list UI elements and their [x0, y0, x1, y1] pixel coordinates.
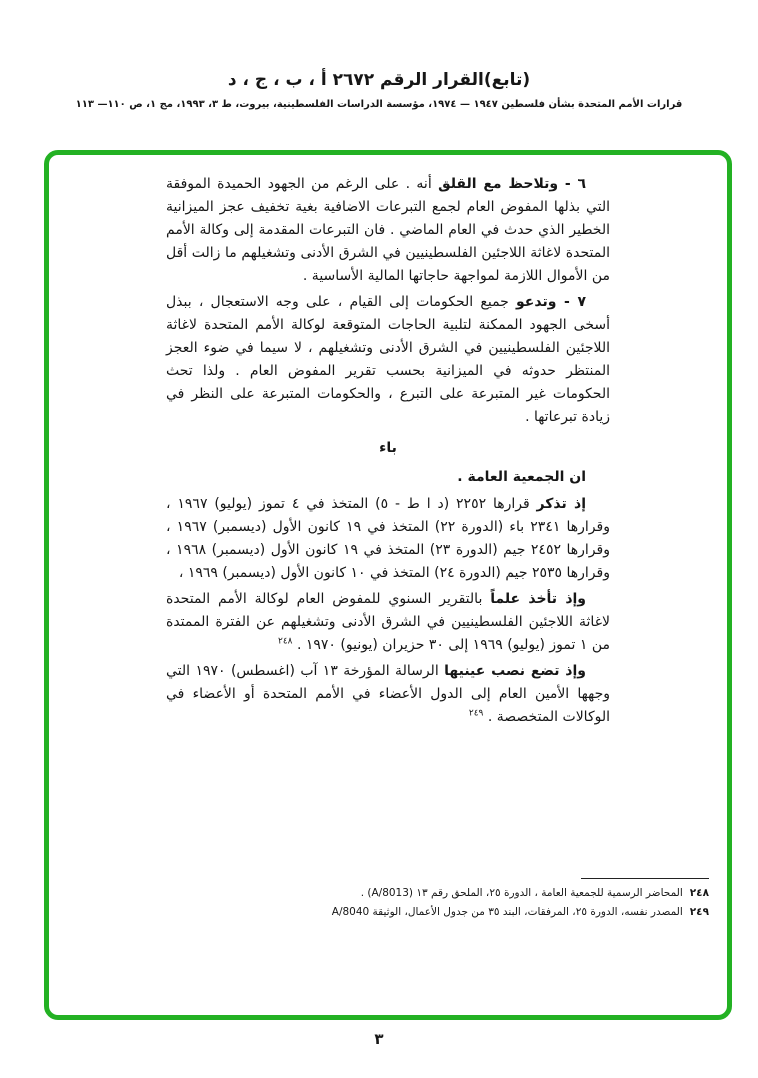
footnote-text: المصدر نفسه، الدورة ٢٥، المرفقات، البند ٣٥ من جدول الأعمال، الوثيقة A/8040 [331, 906, 683, 918]
paragraph-7 [166, 291, 610, 429]
content-frame [44, 150, 732, 1020]
footnotes-section [104, 878, 709, 923]
paragraph-7-lead: ٧ - وتدعو [516, 294, 586, 310]
footnote-249 [104, 904, 709, 921]
preamble-bearing-lead: وإذ تضع نصب عينيها [444, 663, 586, 679]
section-heading: باء [379, 440, 397, 456]
paragraph-6-body: أنه . على الرغم من الجهود الحميدة الموفقة التي بذلها المفوض العام لجمع التبرعات الاضافية بغية تخفيف عجز الميزانية الخطير الذي حدث في العام الماضي . فان التبرعات المقدمة إلى وكالة الأمم المتحدة لاغاثة اللاجئين الفلسطينيين في الشرق الأدنى وتشغيلهم ما زالت أقل من الأموال اللازمة لمواجهة حاجاتها المالية الأساسية . [166, 176, 610, 284]
footnote-248 [104, 885, 709, 902]
paragraph-6-lead: ٦ - وتلاحظ مع القلق [438, 176, 586, 192]
footnote-divider [581, 878, 709, 879]
document-source-line: قرارات الأمم المتحدة بشأن فلسطين ١٩٤٧ — ١٩٧٤، مؤسسة الدراسات الفلسطينية، بيروت، ط ٣، ١٩٩٣، مج ١، ص ١١٠— ١١٣ [75, 99, 683, 110]
footnote-number: ٢٤٨ [689, 887, 709, 899]
preamble-intro: ان الجمعية العامة . [457, 469, 586, 485]
footnote-text: المحاضر الرسمية للجمعية العامة ، الدورة ٢٥، الملحق رقم ١٣ (A/8013) . [360, 887, 683, 899]
preamble-noting-lead: وإذ تأخذ علماً [490, 591, 587, 607]
preamble-recalling-body: قرارها ٢٢٥٢ (د ا ط - ٥) المتخذ في ٤ تموز (يوليو) ١٩٦٧ ، وقرارها ٢٣٤١ باء (الدورة ٢٢) المتخذ في ١٩ كانون الأول (ديسمبر) ١٩٦٧ ، وقرارها ٢٤٥٢ جيم (الدورة ٢٣) المتخذ في ١٩ كانون الأول (ديسمبر) ١٩٦٨ ، وقرارها ٢٥٣٥ جيم (الدورة ٢٤) المتخذ في ١٠ كانون الأول (ديسمبر) ١٩٦٩ ، [166, 496, 610, 581]
preamble-recalling-lead: إذ تذكر [536, 496, 587, 512]
page-number: ٣ [374, 1030, 384, 1048]
preamble-noting-body: بالتقرير السنوي للمفوض العام لوكالة الأمم المتحدة لاغاثة اللاجئين الفلسطينيين في الشرق الأدنى وتشغيلهم عن الفترة الممتدة من ١ تموز (يوليو) ١٩٦٩ إلى ٣٠ حزيران (يونيو) ١٩٧٠ . [166, 591, 610, 653]
preamble-paragraph-bearing [166, 660, 610, 729]
paragraph-7-body: جميع الحكومات إلى القيام ، على وجه الاستعجال ، ببذل أسخى الجهود الممكنة لتلبية الحاجات المتوقعة لوكالة الأمم المتحدة لاغاثة اللاجئين الفلسطينيين في الشرق الأدنى وتشغيلهم ، لا سيما في ضوء العجز المنتظر حدوثه في الميزانية بحسب تقرير المفوض العام . ولذا تحث الحكومات غير المتبرعة على التبرع ، والحكومات المتبرعة على النظر في زيادة تبرعاتها . [166, 294, 610, 425]
preamble-paragraph-recalling [166, 493, 610, 585]
footnote-number: ٢٤٩ [689, 906, 709, 918]
preamble-paragraph-noting [166, 588, 610, 657]
footnote-ref-249: ٢٤٩ [468, 708, 484, 719]
footnote-ref-248: ٢٤٨ [278, 636, 293, 647]
body-text [166, 173, 610, 732]
document-header [0, 70, 758, 110]
document-title: (تابع)القرار الرقم ٢٦٧٢ أ ، ب ، ج ، د [227, 70, 531, 90]
paragraph-6 [166, 173, 610, 288]
preamble-bearing-body: الرسالة المؤرخة ١٣ آب (اغسطس) ١٩٧٠ التي وجهها الأمين العام إلى الدول الأعضاء في الأمم المتحدة أو الأعضاء في الوكالات المتخصصة . [166, 663, 610, 725]
